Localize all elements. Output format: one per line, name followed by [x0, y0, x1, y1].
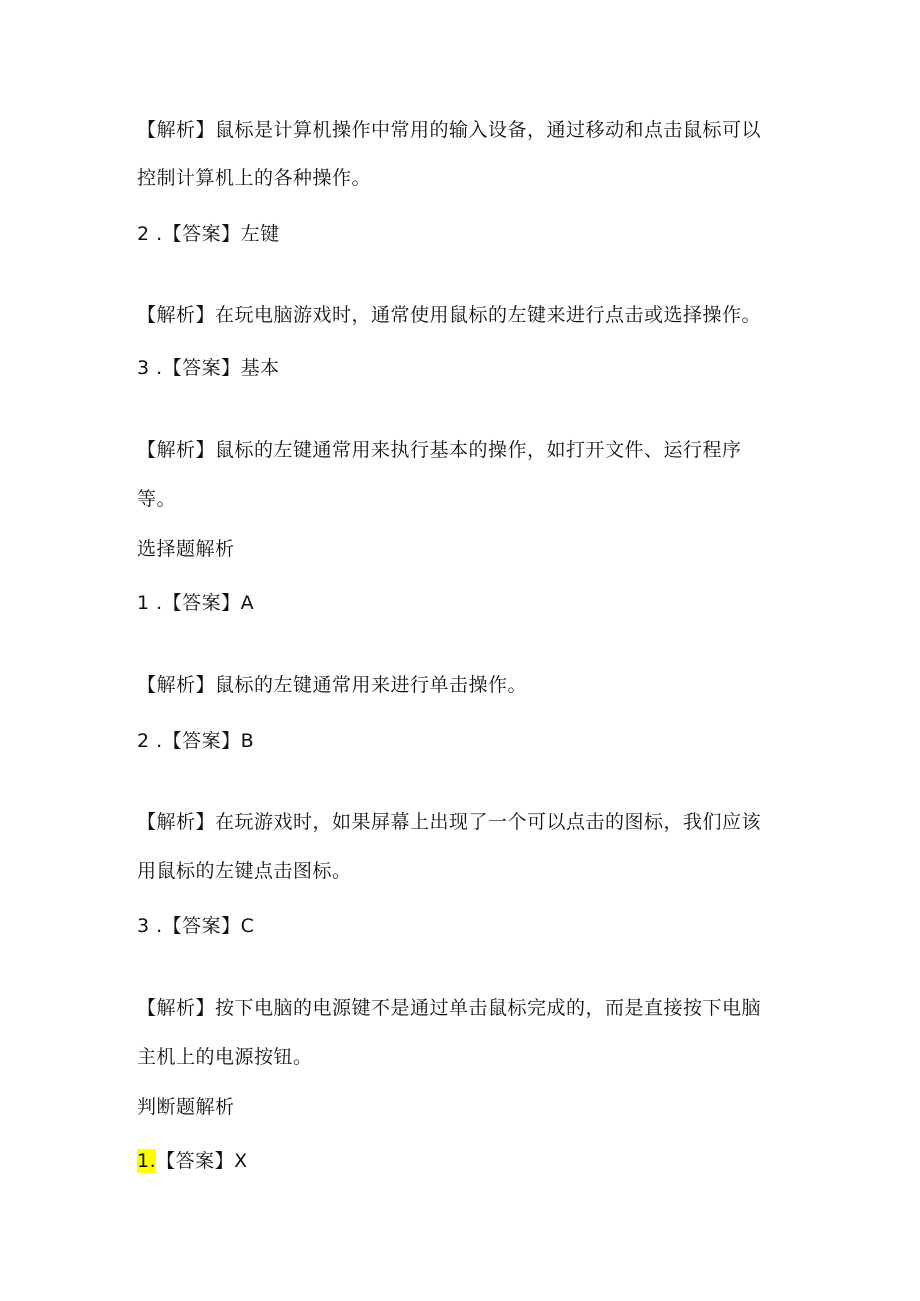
answer-line — [137, 729, 254, 753]
question-number: 1 — [137, 592, 150, 614]
section-title: 选择题解析 — [137, 538, 235, 560]
explanation-text: 【解析】鼠标是计算机操作中常用的输入设备，通过移动和点击鼠标可以 — [137, 119, 762, 141]
explanation-text: 控制计算机上的各种操作。 — [137, 167, 372, 189]
explanation-text: 【解析】在玩电脑游戏时，通常使用鼠标的左键来进行点击或选择操作。 — [137, 304, 762, 326]
question-number: 2 — [137, 730, 150, 752]
answer-line — [137, 1149, 248, 1173]
answer-text: .【答案】基本 — [149, 357, 280, 379]
answer-line — [137, 591, 254, 615]
question-number: 3 — [137, 915, 150, 937]
explanation-text: 等。 — [137, 488, 177, 510]
answer-text: .【答案】C — [149, 915, 255, 937]
explanation-text: 用鼠标的左键点击图标。 — [137, 860, 352, 882]
answer-text: .【答案】B — [149, 730, 255, 752]
question-number: 2 — [137, 223, 150, 245]
answer-line — [137, 914, 254, 938]
question-number: 3 — [137, 357, 150, 379]
answer-text: .【答案】左键 — [149, 223, 280, 245]
answer-text: 【答案】X — [156, 1150, 248, 1172]
answer-line — [137, 222, 280, 246]
explanation-text: 主机上的电源按钮。 — [137, 1046, 313, 1068]
explanation-text: 【解析】鼠标的左键通常用来进行单击操作。 — [137, 674, 528, 696]
question-number-highlighted: 1. — [137, 1150, 157, 1172]
explanation-text: 【解析】鼠标的左键通常用来执行基本的操作，如打开文件、运行程序 — [137, 439, 742, 461]
section-title: 判断题解析 — [137, 1096, 235, 1118]
explanation-text: 【解析】按下电脑的电源键不是通过单击鼠标完成的，而是直接按下电脑 — [137, 997, 762, 1019]
answer-text: .【答案】A — [149, 592, 255, 614]
explanation-text: 【解析】在玩游戏时，如果屏幕上出现了一个可以点击的图标，我们应该 — [137, 811, 762, 833]
answer-line — [137, 356, 280, 380]
